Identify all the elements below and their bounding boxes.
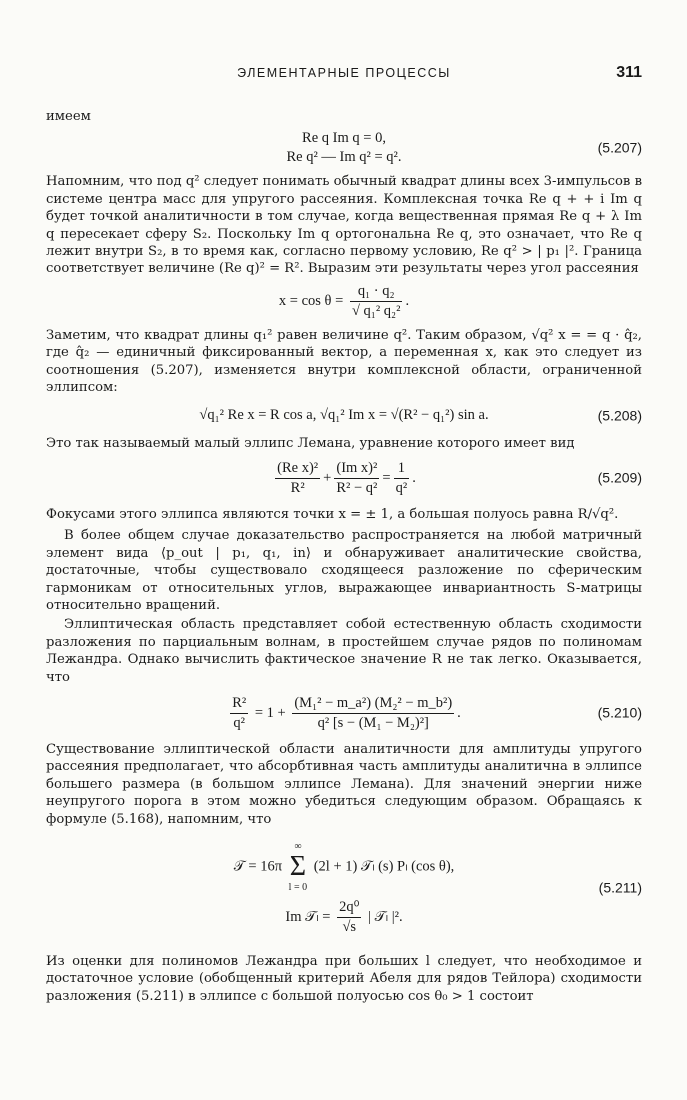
equation-cos-theta: x = cos θ = $\frac{\text{q₁ · q₂}}{\text{√ q₁² q₂²}}$ .: [278, 282, 410, 319]
paragraph-4: Фокусами этого эллипса являются точки x = ± 1, а большая полуось равна R/√q².: [46, 506, 619, 522]
equation-5-210-mid: = 1 +: [254, 704, 286, 721]
equation-number-5-210: (5.210): [597, 704, 642, 721]
equation-5-209-term3-den: q²: [395, 479, 408, 496]
equation-5-211-line2-den: √s: [342, 918, 357, 935]
equation-5-210-rhs: [292, 694, 454, 733]
equation-cos-theta-denominator: √ q₁² q₂²: [351, 302, 401, 319]
paragraph-6: Эллиптическая область представляет собой естественную область сходимости разложения по парциальным волнам, в простейшем случае рядов по полиномам Лежандра. Однако вычислить фактическое значение R не так легко. Оказывается, что: [46, 617, 642, 685]
equation-5-211: [46, 840, 642, 937]
paragraph-2: Заметим, что квадрат длины q₁² равен величине q². Таким образом, √q² x = = q · q̂₂, где q̂₂ — единичный фиксированный вектор, а переменная x, как это следует из соотношения (5.207), изменяется внутри комплексной области, ограниченной эллипсом:: [46, 327, 642, 396]
equation-5-209-term2-num: (Im x)²: [334, 459, 379, 479]
equation-5-209-term2: [334, 459, 379, 498]
equation-number-5-208: (5.208): [597, 407, 642, 424]
equation-5-210-lhs-num: R²: [230, 694, 248, 714]
equation-5-211-line2: [46, 898, 642, 937]
equation-5-210-lhs-den: q²: [233, 714, 246, 731]
equation-5-209-term1: [275, 459, 320, 498]
equation-5-211-line1: [46, 840, 642, 894]
equation-5-211-line2-num: 2q⁰: [337, 898, 361, 918]
equation-5-210-rhs-den: q² [s − (M₁ − M₂)²]: [317, 714, 429, 731]
equation-cos-theta-fraction: [350, 282, 403, 321]
paragraph-1: Напомним, что под q² следует понимать обычный квадрат длины всех 3-импульсов в системе центра масс для упругого рассеяния. Комплексная точка Re q + + i Im q будет точкой аналитичности в том случае, когда вещественная прямая Re q + λ Im q пересекает сферу S₂. Поскольку Im q ортогональна Re q, это означает, что Re q лежит внутри S₂, в то время как, согласно первому условию, Re q² > | p₁ |². Граница соответствует величине (Re q)² = R². Выразим эти результаты через угол рассеяния: [46, 174, 642, 277]
equation-5-211-line1-lhs: 𝒯 = 16π: [233, 858, 283, 875]
sum-upper-limit: ∞: [294, 840, 302, 852]
equation-5-208-body: √q₁² Re x = R cos a, √q₁² Im x = √(R² − q₁²) sin a.: [199, 407, 489, 424]
equation-5-209-term3-num: 1: [394, 459, 410, 479]
equation-5-211-sum: [289, 840, 307, 894]
equation-5-210-lhs: [230, 694, 248, 733]
equation-5-211-line2-fraction: [337, 898, 361, 937]
equation-number-5-211: (5.211): [598, 879, 642, 896]
equation-5-207-line2: Re q² — Im q² = q².: [286, 149, 402, 166]
equation-5-210-rhs-num: (M₁² − m_a²) (M₂² − m_b²): [292, 694, 454, 714]
page-header: [46, 66, 642, 88]
sum-symbol: Σ: [289, 850, 307, 882]
page-number: 311: [616, 64, 642, 81]
equation-5-207-line1: Re q Im q = 0,: [302, 130, 386, 147]
equation-5-209-term3: [394, 459, 410, 498]
equation-5-207: [46, 129, 642, 167]
paragraph-7: Существование эллиптической области аналитичности для амплитуды упругого рассеяния предполагает, что абсорбтивная часть амплитуды аналитична в эллипсе большего размера (в большом эллипсе Лемана). Для значений энергии ниже неупругого порога в этом можно убедиться следующим образом. Обращаясь к формуле (5.168), напомним, что: [46, 741, 642, 827]
equation-5-210: $\frac{\text{R²}}{\text{q²}}$ = 1 + $\frac{\text{(M₁² − m\_a²) (M₂² − m\_b²)}}{\text{q² [s − (M₁ − M₂)²]}}$ . (5.210): [232, 694, 642, 731]
equation-cos-theta-lhs: x = cos θ =: [278, 292, 344, 309]
equation-5-211-line2-rhs: | 𝒯ₗ |².: [368, 908, 403, 925]
paragraph-8: Из оценки для полиномов Лежандра при больших l следует, что необходимое и достаточное условие (обобщенный критерий Абеля для рядов Тейлора) сходимости разложения (5.211) в эллипсе с большой полуосью cos θ₀ > 1 состоит: [46, 953, 642, 1004]
paragraph-5: В более общем случае доказательство распространяется на любой матричный элемент вида ⟨p_out | p₁, q₁, in⟩ и обнаруживает аналитические свойства, достаточные, чтобы существовало сходящееся разложение по сферическим гармоникам от относительных углов, выражающее инвариантность S-матрицы относительно вращений.: [46, 528, 642, 613]
running-head: ЭЛЕМЕНТАРНЫЕ ПРОЦЕССЫ: [237, 66, 451, 80]
equation-5-209-term2-den: R² − q²: [336, 479, 378, 496]
paragraph-imeem: имеем: [46, 109, 91, 124]
paragraph-3: Это так называемый малый эллипс Лемана, уравнение которого имеет вид: [46, 436, 575, 452]
page-body: [46, 108, 642, 1005]
sum-lower-limit: l = 0: [288, 881, 308, 893]
equation-number-5-207: (5.207): [597, 139, 642, 156]
equation-5-211-line1-rhs: (2l + 1) 𝒯ₗ (s) Pₗ (cos θ),: [313, 858, 455, 875]
equation-5-209: $\frac{\text{(Re x)²}}{\text{R²}}$ + $\frac{\text{(Im x)²}}{\text{R² − q²}}$ = $\frac{1}{\text{q²}}$ . (5.209): [277, 459, 642, 496]
equation-5-211-line2-lhs: Im 𝒯ₗ =: [285, 908, 331, 925]
equation-5-209-term1-num: (Re x)²: [275, 459, 320, 479]
equation-cos-theta-numerator: q₁ · q₂: [350, 282, 403, 302]
equation-5-209-term1-den: R²: [290, 479, 305, 496]
equation-5-208: [46, 406, 642, 425]
book-page: [46, 0, 642, 1100]
equation-number-5-209: (5.209): [597, 469, 642, 486]
